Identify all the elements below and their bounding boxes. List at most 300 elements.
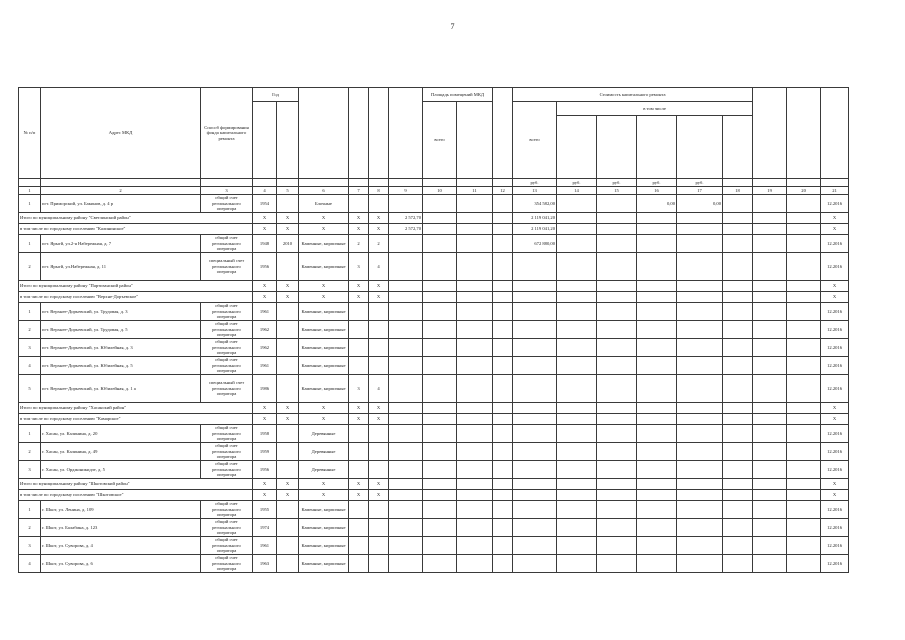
- cell-cost-col16: [637, 339, 677, 357]
- summary-cell-x8: X: [369, 292, 389, 303]
- summary-cell-x8: X: [369, 213, 389, 224]
- cell-address: г. Шкот, ул. Ленина, д. 109: [41, 501, 201, 519]
- header-cell-col-19: [753, 88, 787, 179]
- table-body: [19, 195, 849, 573]
- cell-method: общий счет регионального оператора: [201, 519, 253, 537]
- cell-entrances: 2: [369, 235, 389, 253]
- summary-cell-col12: [493, 479, 513, 490]
- summary-cell-area-col10: [423, 403, 457, 414]
- summary-cell-cost-total: [513, 281, 557, 292]
- summary-cell-area-col10: [423, 213, 457, 224]
- cell-cost-col18: [723, 425, 753, 443]
- cell-entrances: [369, 443, 389, 461]
- cell-due: 12.2016: [821, 555, 849, 573]
- header-group-year: Год: [253, 88, 299, 102]
- cell-year-reno: [277, 501, 299, 519]
- cell-due: 12.2016: [821, 339, 849, 357]
- cell-col19: [753, 443, 787, 461]
- summary-cell-cost-col18: [723, 292, 753, 303]
- cell-area-col11: [457, 443, 493, 461]
- column-number-cell: 9: [389, 187, 423, 195]
- register-sheet: [18, 87, 848, 573]
- summary-cell-due: X: [821, 403, 849, 414]
- cell-area-col10: [423, 303, 457, 321]
- cell-address: пгт. Верхнее-Доръевский, ул. Трудовая, д. 3: [41, 303, 201, 321]
- summary-cell-col19: [753, 281, 787, 292]
- cell-cost-col15: [597, 357, 637, 375]
- cell-address: пгт. Верхнее-Доръевский, ул. Трудовая, д. 5: [41, 321, 201, 339]
- summary-cell-x6: X: [299, 403, 349, 414]
- cell-no: 5: [19, 375, 41, 403]
- cell-col19: [753, 195, 787, 213]
- cell-floors: [349, 555, 369, 573]
- cell-floors: [349, 461, 369, 479]
- summary-cell-cost-col14: [557, 224, 597, 235]
- cell-area-col10: [423, 443, 457, 461]
- summary-cell-cost-col18: [723, 490, 753, 501]
- cell-cost-col14: [557, 321, 597, 339]
- cell-area-col10: [423, 235, 457, 253]
- cell-cost-col18: [723, 443, 753, 461]
- cell-wall: Каменные, кирпичные: [299, 321, 349, 339]
- cell-area-total: [389, 339, 423, 357]
- cell-entrances: [369, 461, 389, 479]
- cell-cost-col16: [637, 425, 677, 443]
- cell-cost-col17: [677, 461, 723, 479]
- cell-cost-col15: [597, 253, 637, 281]
- summary-cell-cost-col16: [637, 403, 677, 414]
- summary-cell-cost-col18: [723, 224, 753, 235]
- cell-area-total: [389, 357, 423, 375]
- cell-col19: [753, 303, 787, 321]
- cell-method: общий счет регионального оператора: [201, 321, 253, 339]
- summary-cell-area-total: [389, 292, 423, 303]
- cell-col12: [493, 501, 513, 519]
- object-row: [19, 235, 849, 253]
- summary-cell-x8: X: [369, 479, 389, 490]
- cell-floors: [349, 443, 369, 461]
- cell-cost-col16: [637, 501, 677, 519]
- header-cell-col-15: [597, 116, 637, 179]
- cell-area-col10: [423, 253, 457, 281]
- capital-repair-register-table: [18, 87, 849, 573]
- cell-due: 12.2016: [821, 253, 849, 281]
- summary-cell-area-col10: [423, 292, 457, 303]
- cell-col12: [493, 375, 513, 403]
- summary-label: Итого по муниципальному району "Партизанский район": [19, 281, 253, 292]
- header-cell-col-8: [369, 88, 389, 179]
- summary-cell-due: X: [821, 479, 849, 490]
- cell-no: 1: [19, 303, 41, 321]
- summary-cell-cost-col16: [637, 490, 677, 501]
- cell-method: общий счет регионального оператора: [201, 195, 253, 213]
- summary-cell-x7: X: [349, 292, 369, 303]
- cell-address: пгт. Верхнее-Доръевский, ул. Юбилейная, д. 3: [41, 339, 201, 357]
- cell-col20: [787, 195, 821, 213]
- cell-year-built: 1954: [253, 195, 277, 213]
- column-number-cell: 8: [369, 187, 389, 195]
- column-number-cell: 7: [349, 187, 369, 195]
- cell-area-col10: [423, 425, 457, 443]
- cell-area-col11: [457, 321, 493, 339]
- summary-cell-due: X: [821, 224, 849, 235]
- summary-cell-cost-col16: [637, 213, 677, 224]
- summary-cell-col19: [753, 490, 787, 501]
- cell-due: 12.2016: [821, 443, 849, 461]
- cell-area-col10: [423, 321, 457, 339]
- cell-cost-col15: [597, 339, 637, 357]
- cell-area-col10: [423, 501, 457, 519]
- column-number-cell: 3: [201, 187, 253, 195]
- summary-cell-x5: X: [277, 490, 299, 501]
- summary-cell-x8: X: [369, 224, 389, 235]
- summary-cell-x7: X: [349, 281, 369, 292]
- cell-area-total: [389, 501, 423, 519]
- cell-cost-col14: [557, 501, 597, 519]
- cell-col19: [753, 321, 787, 339]
- cell-entrances: [369, 195, 389, 213]
- cell-entrances: [369, 357, 389, 375]
- summary-cell-x4: X: [253, 281, 277, 292]
- cell-col12: [493, 519, 513, 537]
- summary-cell-cost-col17: [677, 224, 723, 235]
- cell-no: 1: [19, 195, 41, 213]
- cell-area-total: [389, 375, 423, 403]
- object-row: [19, 501, 849, 519]
- cell-method: общий счет регионального оператора: [201, 339, 253, 357]
- column-number-cell: 6: [299, 187, 349, 195]
- cell-area-col10: [423, 357, 457, 375]
- summary-cell-cost-col18: [723, 414, 753, 425]
- summary-cell-x6: X: [299, 213, 349, 224]
- cell-col19: [753, 253, 787, 281]
- summary-cell-cost-col15: [597, 403, 637, 414]
- summary-cell-x7: X: [349, 414, 369, 425]
- cell-method: общий счет регионального оператора: [201, 555, 253, 573]
- summary-cell-area-col11: [457, 479, 493, 490]
- cell-no: 2: [19, 253, 41, 281]
- summary-cell-x4: X: [253, 213, 277, 224]
- header-cell-col-21: [821, 88, 849, 179]
- summary-cell-x6: X: [299, 490, 349, 501]
- cell-col12: [493, 195, 513, 213]
- cell-entrances: [369, 339, 389, 357]
- cell-floors: [349, 425, 369, 443]
- summary-cell-cost-col18: [723, 281, 753, 292]
- cell-cost-col15: [597, 321, 637, 339]
- summary-cell-col20: [787, 479, 821, 490]
- cell-col20: [787, 253, 821, 281]
- cell-cost-col15: [597, 555, 637, 573]
- column-number-cell: 16: [637, 187, 677, 195]
- cell-wall: Каменные, кирпичные: [299, 235, 349, 253]
- cell-cost-col17: [677, 501, 723, 519]
- cell-cost-col14: [557, 375, 597, 403]
- cell-no: 2: [19, 443, 41, 461]
- summary-cell-x8: X: [369, 403, 389, 414]
- summary-cell-col20: [787, 490, 821, 501]
- summary-cell-x7: X: [349, 490, 369, 501]
- cell-address: г. Шкот, ул. Суворова, д. 4: [41, 537, 201, 555]
- cell-entrances: [369, 537, 389, 555]
- cell-area-col10: [423, 195, 457, 213]
- cell-year-reno: [277, 375, 299, 403]
- summary-cell-cost-col14: [557, 213, 597, 224]
- cell-col20: [787, 339, 821, 357]
- cell-no: 1: [19, 501, 41, 519]
- summary-cell-area-total: [389, 403, 423, 414]
- cell-year-built: 1961: [253, 357, 277, 375]
- cell-floors: [349, 519, 369, 537]
- cell-cost-col17: [677, 253, 723, 281]
- column-number-cell: 17: [677, 187, 723, 195]
- cell-address: пгт. Ярыгй, ул.2-я Набережная, д. 7: [41, 235, 201, 253]
- cell-cost-col18: [723, 195, 753, 213]
- cell-year-built: 1962: [253, 339, 277, 357]
- summary-cell-x5: X: [277, 403, 299, 414]
- cell-cost-total: [513, 253, 557, 281]
- summary-cell-cost-total: [513, 414, 557, 425]
- object-row: [19, 537, 849, 555]
- cell-cost-col16: [637, 443, 677, 461]
- header-cell-col-14: [557, 116, 597, 179]
- cell-year-built: 1961: [253, 537, 277, 555]
- cell-cost-col15: [597, 443, 637, 461]
- object-row: [19, 425, 849, 443]
- summary-cell-area-total: [389, 490, 423, 501]
- cell-col12: [493, 253, 513, 281]
- cell-cost-total: [513, 303, 557, 321]
- cell-no: 2: [19, 321, 41, 339]
- cell-year-built: 1986: [253, 375, 277, 403]
- cell-no: 4: [19, 555, 41, 573]
- cell-cost-total: [513, 537, 557, 555]
- summary-cell-col12: [493, 403, 513, 414]
- header-cell-col-6: [299, 88, 349, 179]
- cell-cost-col17: [677, 537, 723, 555]
- summary-cell-cost-col16: [637, 281, 677, 292]
- column-number-cell: 13: [513, 187, 557, 195]
- summary-cell-x8: X: [369, 490, 389, 501]
- cell-method: общий счет регионального оператора: [201, 501, 253, 519]
- cell-col19: [753, 235, 787, 253]
- cell-method: общий счет регионального оператора: [201, 235, 253, 253]
- summary-cell-cost-col14: [557, 490, 597, 501]
- cell-area-col10: [423, 537, 457, 555]
- summary-cell-col12: [493, 213, 513, 224]
- cell-wall: Каменные, кирпичные: [299, 339, 349, 357]
- summary-cell-x4: X: [253, 224, 277, 235]
- header-cell-col-20: [787, 88, 821, 179]
- cell-cost-col18: [723, 501, 753, 519]
- cell-year-reno: [277, 443, 299, 461]
- summary-cell-cost-col16: [637, 292, 677, 303]
- cell-cost-col17: [677, 425, 723, 443]
- cell-area-total: [389, 425, 423, 443]
- summary-cell-col12: [493, 292, 513, 303]
- cell-cost-col14: [557, 357, 597, 375]
- summary-cell-due: X: [821, 281, 849, 292]
- cell-due: 12.2016: [821, 461, 849, 479]
- cell-cost-col17: [677, 375, 723, 403]
- cell-col12: [493, 537, 513, 555]
- cell-floors: [349, 537, 369, 555]
- summary-cell-cost-col15: [597, 292, 637, 303]
- object-row: [19, 321, 849, 339]
- summary-cell-x6: X: [299, 224, 349, 235]
- cell-cost-col17: [677, 555, 723, 573]
- cell-cost-col15: [597, 501, 637, 519]
- cell-cost-col16: [637, 555, 677, 573]
- cell-entrances: [369, 555, 389, 573]
- summary-cell-col20: [787, 414, 821, 425]
- cell-address: пгт. Верхнее-Доръевский, ул. Юбилейная, д. 1 а: [41, 375, 201, 403]
- cell-cost-total: [513, 501, 557, 519]
- cell-due: 12.2016: [821, 195, 849, 213]
- cell-floors: [349, 339, 369, 357]
- summary-cell-area-total: [389, 479, 423, 490]
- header-cell-col-11: [457, 102, 493, 179]
- cell-col12: [493, 321, 513, 339]
- cell-cost-col16: [637, 519, 677, 537]
- cell-cost-col14: [557, 303, 597, 321]
- object-row: [19, 555, 849, 573]
- summary-row: [19, 281, 849, 292]
- summary-cell-x6: X: [299, 479, 349, 490]
- column-number-cell: 18: [723, 187, 753, 195]
- object-row: [19, 461, 849, 479]
- cell-area-total: [389, 321, 423, 339]
- cell-cost-col15: [597, 519, 637, 537]
- cell-area-total: [389, 195, 423, 213]
- summary-cell-x6: X: [299, 292, 349, 303]
- cell-col20: [787, 443, 821, 461]
- cell-cost-total: [513, 555, 557, 573]
- cell-wall: Деревянные: [299, 425, 349, 443]
- summary-cell-col12: [493, 224, 513, 235]
- cell-cost-col18: [723, 357, 753, 375]
- summary-cell-x5: X: [277, 292, 299, 303]
- object-row: [19, 195, 849, 213]
- cell-wall: Каменные, кирпичные: [299, 555, 349, 573]
- cell-col20: [787, 235, 821, 253]
- cell-cost-col18: [723, 537, 753, 555]
- cell-area-col10: [423, 461, 457, 479]
- summary-label: Итого по муниципальному району "Хасанский район": [19, 403, 253, 414]
- summary-cell-x4: X: [253, 414, 277, 425]
- summary-cell-cost-col14: [557, 414, 597, 425]
- cell-area-col11: [457, 461, 493, 479]
- summary-cell-cost-total: 2 119 041,20: [513, 224, 557, 235]
- column-number-cell: 11: [457, 187, 493, 195]
- cell-entrances: 4: [369, 253, 389, 281]
- cell-cost-total: [513, 357, 557, 375]
- cell-cost-col14: [557, 537, 597, 555]
- column-number-cell: 5: [277, 187, 299, 195]
- cell-floors: 2: [349, 235, 369, 253]
- header-cell-col-16: [637, 116, 677, 179]
- cell-address: г. Шкот, ул. Суворова, д. 6: [41, 555, 201, 573]
- cell-floors: [349, 357, 369, 375]
- summary-cell-cost-total: [513, 479, 557, 490]
- summary-label: в том числе по городскому поселению "Верхне-Доръевское": [19, 292, 253, 303]
- summary-cell-area-col10: [423, 414, 457, 425]
- cell-area-col11: [457, 357, 493, 375]
- summary-cell-col12: [493, 490, 513, 501]
- cell-cost-total: [513, 519, 557, 537]
- summary-cell-cost-col14: [557, 281, 597, 292]
- summary-cell-cost-col17: [677, 213, 723, 224]
- cell-cost-col18: [723, 461, 753, 479]
- cell-area-col11: [457, 195, 493, 213]
- summary-cell-cost-total: 2 119 041,20: [513, 213, 557, 224]
- cell-cost-col15: [597, 235, 637, 253]
- cell-cost-total: [513, 443, 557, 461]
- cell-cost-col15: [597, 425, 637, 443]
- cell-cost-col14: [557, 461, 597, 479]
- cell-address: г. Хасан, ул. Калинина, д. 20: [41, 425, 201, 443]
- summary-cell-area-col11: [457, 490, 493, 501]
- summary-cell-due: X: [821, 213, 849, 224]
- column-number-cell: 14: [557, 187, 597, 195]
- cell-cost-col16: [637, 461, 677, 479]
- cell-area-col11: [457, 555, 493, 573]
- cell-year-built: 1963: [253, 555, 277, 573]
- cell-wall: Каменные, кирпичные: [299, 519, 349, 537]
- summary-cell-cost-total: [513, 490, 557, 501]
- cell-area-total: [389, 443, 423, 461]
- summary-cell-x4: X: [253, 403, 277, 414]
- cell-col19: [753, 461, 787, 479]
- summary-cell-col20: [787, 213, 821, 224]
- summary-cell-cost-total: [513, 292, 557, 303]
- summary-cell-area-col11: [457, 403, 493, 414]
- summary-cell-area-col11: [457, 213, 493, 224]
- summary-cell-cost-col15: [597, 479, 637, 490]
- summary-cell-cost-col16: [637, 224, 677, 235]
- summary-cell-due: X: [821, 292, 849, 303]
- column-number-cell: 21: [821, 187, 849, 195]
- header-cell-method: Способ формирования фонда капитального ремонта: [201, 88, 253, 179]
- summary-row: [19, 403, 849, 414]
- cell-col20: [787, 461, 821, 479]
- unit-cell: руб.: [677, 179, 723, 187]
- cell-col12: [493, 425, 513, 443]
- header-group-in-that-number: в том числе: [557, 102, 753, 116]
- cell-area-total: [389, 519, 423, 537]
- unit-cell: руб.: [557, 179, 597, 187]
- cell-area-col11: [457, 501, 493, 519]
- cell-cost-col16: [637, 321, 677, 339]
- cell-col12: [493, 357, 513, 375]
- header-cell-area-total: всего: [423, 102, 457, 179]
- cell-area-col10: [423, 339, 457, 357]
- cell-cost-col17: 0,00: [677, 195, 723, 213]
- object-row: [19, 253, 849, 281]
- summary-label: в том числе по городскому поселению "Камарское": [19, 414, 253, 425]
- cell-method: общий счет регионального оператора: [201, 537, 253, 555]
- cell-no: 3: [19, 461, 41, 479]
- cell-entrances: [369, 303, 389, 321]
- cell-col20: [787, 501, 821, 519]
- cell-col19: [753, 537, 787, 555]
- cell-cost-col18: [723, 519, 753, 537]
- summary-cell-x5: X: [277, 224, 299, 235]
- object-row: [19, 519, 849, 537]
- summary-cell-col19: [753, 224, 787, 235]
- summary-cell-area-total: [389, 281, 423, 292]
- cell-floors: 3: [349, 253, 369, 281]
